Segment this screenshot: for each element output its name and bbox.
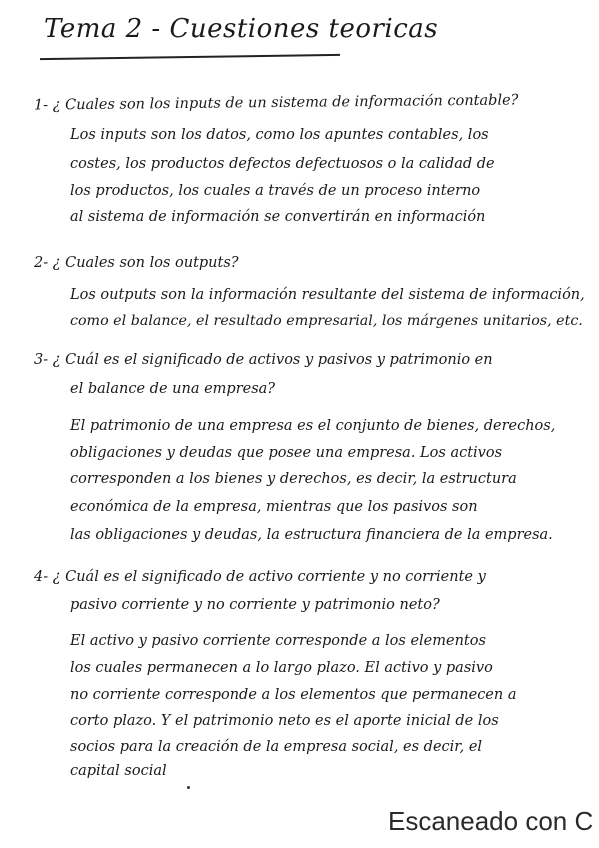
scanner-watermark: Escaneado con C [388, 806, 594, 836]
answer-3-line-3: corresponden a los bienes y derechos, es decir, la estructura [70, 471, 517, 487]
question-1-text: 1- ¿ Cuales son los inputs de un sistema de información contable? [33, 92, 519, 114]
answer-1-line-1: Los inputs son los datos, como los apuntes contables, los [70, 127, 489, 143]
answer-3-line-1: El patrimonio de una empresa es el conjunto de bienes, derechos, [70, 418, 556, 434]
answer-4-line-4: corto plazo. Y el patrimonio neto es el aporte inicial de los [70, 713, 499, 729]
question-4-text-line-1: 4- ¿ Cuál es el significado de activo corriente y no corriente y [34, 569, 486, 585]
answer-3-line-2: obligaciones y deudas que posee una empresa. Los activos [70, 445, 503, 461]
answer-4-line-3: no corriente corresponde a los elementos que permanecen a [70, 687, 517, 703]
question-3-text-line-2: el balance de una empresa? [70, 381, 276, 397]
answer-1-line-2: costes, los productos defectos defectuosos o la calidad de [70, 156, 495, 172]
answer-1-line-3: los productos, los cuales a través de un proceso interno [70, 183, 481, 199]
answer-4-line-6: capital social [70, 763, 167, 779]
question-2-text: 2- ¿ Cuales son los outputs? [34, 255, 239, 271]
answer-2-line-1: Los outputs son la información resultante del sistema de información, [70, 287, 585, 303]
ink-dot [187, 786, 190, 789]
answer-4-line-5: socios para la creación de la empresa social, es decir, el [70, 739, 483, 755]
answer-4-line-2: los cuales permanecen a lo largo plazo. El activo y pasivo [70, 660, 493, 676]
answer-3-line-5: las obligaciones y deudas, la estructura financiera de la empresa. [70, 527, 553, 543]
answer-3-line-4: económica de la empresa, mientras que los pasivos son [70, 499, 478, 515]
answer-2-line-2: como el balance, el resultado empresarial, los márgenes unitarios, etc. [70, 313, 583, 329]
answer-4-line-1: El activo y pasivo corriente corresponde a los elementos [70, 633, 486, 649]
title-underline [40, 54, 340, 60]
answer-1-line-4: al sistema de información se convertirán en información [70, 209, 486, 225]
question-3-text-line-1: 3- ¿ Cuál es el significado de activos y pasivos y patrimonio en [34, 352, 493, 368]
page-title: Tema 2 - Cuestiones teoricas [44, 14, 439, 44]
question-4-text-line-2: pasivo corriente y no corriente y patrimonio neto? [70, 597, 440, 613]
